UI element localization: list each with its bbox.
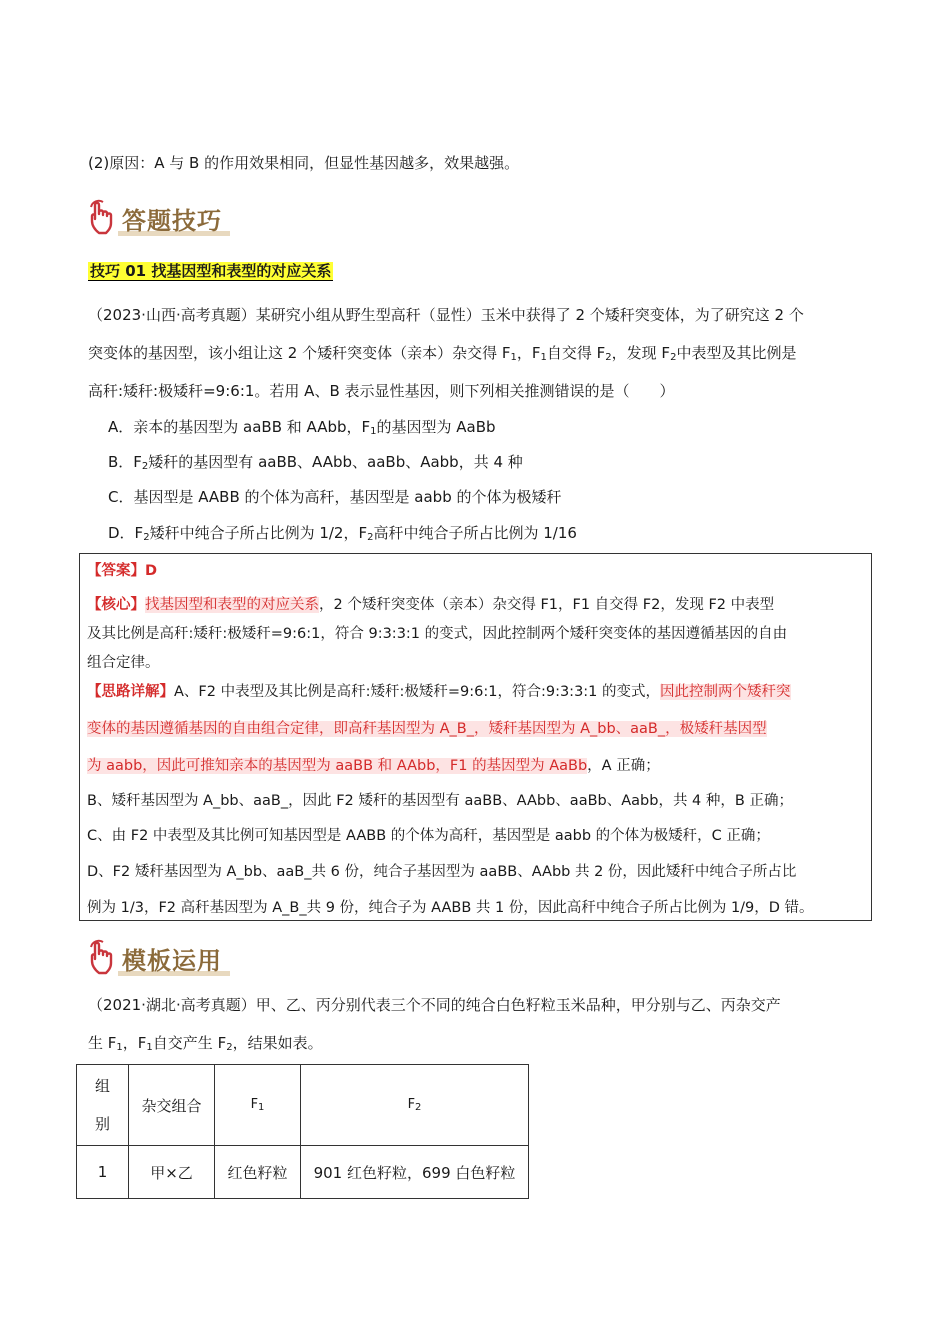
detail-line-b: B、矮秆基因型为 A_bb、aaB_，因此 F2 矮秆的基因型有 aaBB、AAbb、aaBb、Aabb，共 4 种，B 正确；	[87, 793, 793, 809]
question2-line-2: 生 $F_1$，$F_1$自交产生 $F_2$，结果如表。	[88, 1034, 323, 1053]
detail-line-3: 为 aabb，因此可推知亲本的基因型为 aaBB 和 AAbb，F1 的基因型为 AaBb，A 正确；	[87, 758, 660, 774]
cell-f2: 901 红色籽粒，699 白色籽粒	[301, 1146, 529, 1199]
option-d: D．$F_2$矮秆中纯合子所占比例为 1/2，$F_2$高秆中纯合子所占比例为 1/16	[108, 524, 577, 543]
table-row	[77, 1146, 529, 1199]
detail-line-d2: 例为 1/3，F2 高秆基因型为 A_B_共 9 份，纯合子为 AABB 共 1 份，因此高秆中纯合子所占比例为 1/9，D 错。	[87, 900, 814, 916]
core-line-1: 【核心】找基因型和表型的对应关系，2 个矮秆突变体（亲本）杂交得 F1，F1 自交得 F2，发现 F2 中表型	[87, 597, 775, 613]
cell-f1: 红色籽粒	[215, 1146, 301, 1199]
question-line-2: 突变体的基因型，该小组让这 2 个矮秆突变体（亲本）杂交得 $F_1$，$F_1$自交得 $F_2$，发现 $F_2$中表型及其比例是	[88, 344, 797, 363]
option-a: A．亲本的基因型为 aaBB 和 AAbb，$F_1$的基因型为 AaBb	[108, 418, 496, 437]
header-f1: $F_1$	[215, 1065, 301, 1146]
header-f2: $F_2$	[301, 1065, 529, 1146]
answer-line: 【答案】D	[87, 563, 158, 579]
table-header-row	[77, 1065, 529, 1146]
results-table	[76, 1064, 529, 1199]
option-c: C．基因型是 AABB 的个体为高秆，基因型是 aabb 的个体为极矮秆	[108, 488, 562, 506]
question-line-3: 高秆:矮秆:极矮秆=9:6:1。若用 A、B 表示显性基因，则下列相关推测错误的是（ ）	[88, 382, 675, 400]
question-line-1: （2023·山西·高考真题）某研究小组从野生型高秆（显性）玉米中获得了 2 个矮秆突变体，为了研究这 2 个	[88, 306, 804, 324]
pointing-hand-icon	[88, 939, 118, 975]
section-title: 模板运用	[122, 947, 222, 975]
pointing-hand-icon	[88, 199, 118, 235]
detail-line-1: 【思路详解】A、F2 中表型及其比例是高秆:矮秆:极矮秆=9:6:1，符合:9:3:3:1 的变式，因此控制两个矮秆突	[87, 684, 791, 700]
cell-cross: 甲×乙	[129, 1146, 215, 1199]
header-group: 组别	[77, 1065, 129, 1146]
detail-line-c: C、由 F2 中表型及其比例可知基因型是 AABB 的个体为高秆，基因型是 aabb 的个体为极矮秆，C 正确；	[87, 828, 770, 844]
question2-line-1: （2021·湖北·高考真题）甲、乙、丙分别代表三个不同的纯合白色籽粒玉米品种，甲分别与乙、丙杂交产	[88, 996, 781, 1014]
detail-line-d1: D、F2 矮秆基因型为 A_bb、aaB_共 6 份，纯合子基因型为 aaBB、AAbb 共 2 份，因此矮秆中纯合子所占比	[87, 864, 797, 880]
header-cross: 杂交组合	[129, 1065, 215, 1146]
detail-line-2: 变体的基因遵循基因的自由组合定律，即高秆基因型为 A_B_，矮秆基因型为 A_bb、aaB_，极矮秆基因型	[87, 721, 767, 737]
section-title: 答题技巧	[122, 207, 222, 235]
skill-title: 技巧 01 找基因型和表型的对应关系	[90, 262, 332, 280]
option-b: B．$F_2$矮秆的基因型有 aaBB、AAbb、aaBb、Aabb，共 4 种	[108, 453, 523, 472]
core-line-3: 组合定律。	[87, 655, 160, 671]
core-line-2: 及其比例是高秆:矮秆:极矮秆=9:6:1，符合 9:3:3:1 的变式，因此控制两个矮秆突变体的基因遵循基因的自由	[87, 626, 788, 642]
cell-group: 1	[77, 1146, 129, 1199]
reason-text: (2)原因：A 与 B 的作用效果相同，但显性基因越多，效果越强。	[88, 154, 520, 172]
